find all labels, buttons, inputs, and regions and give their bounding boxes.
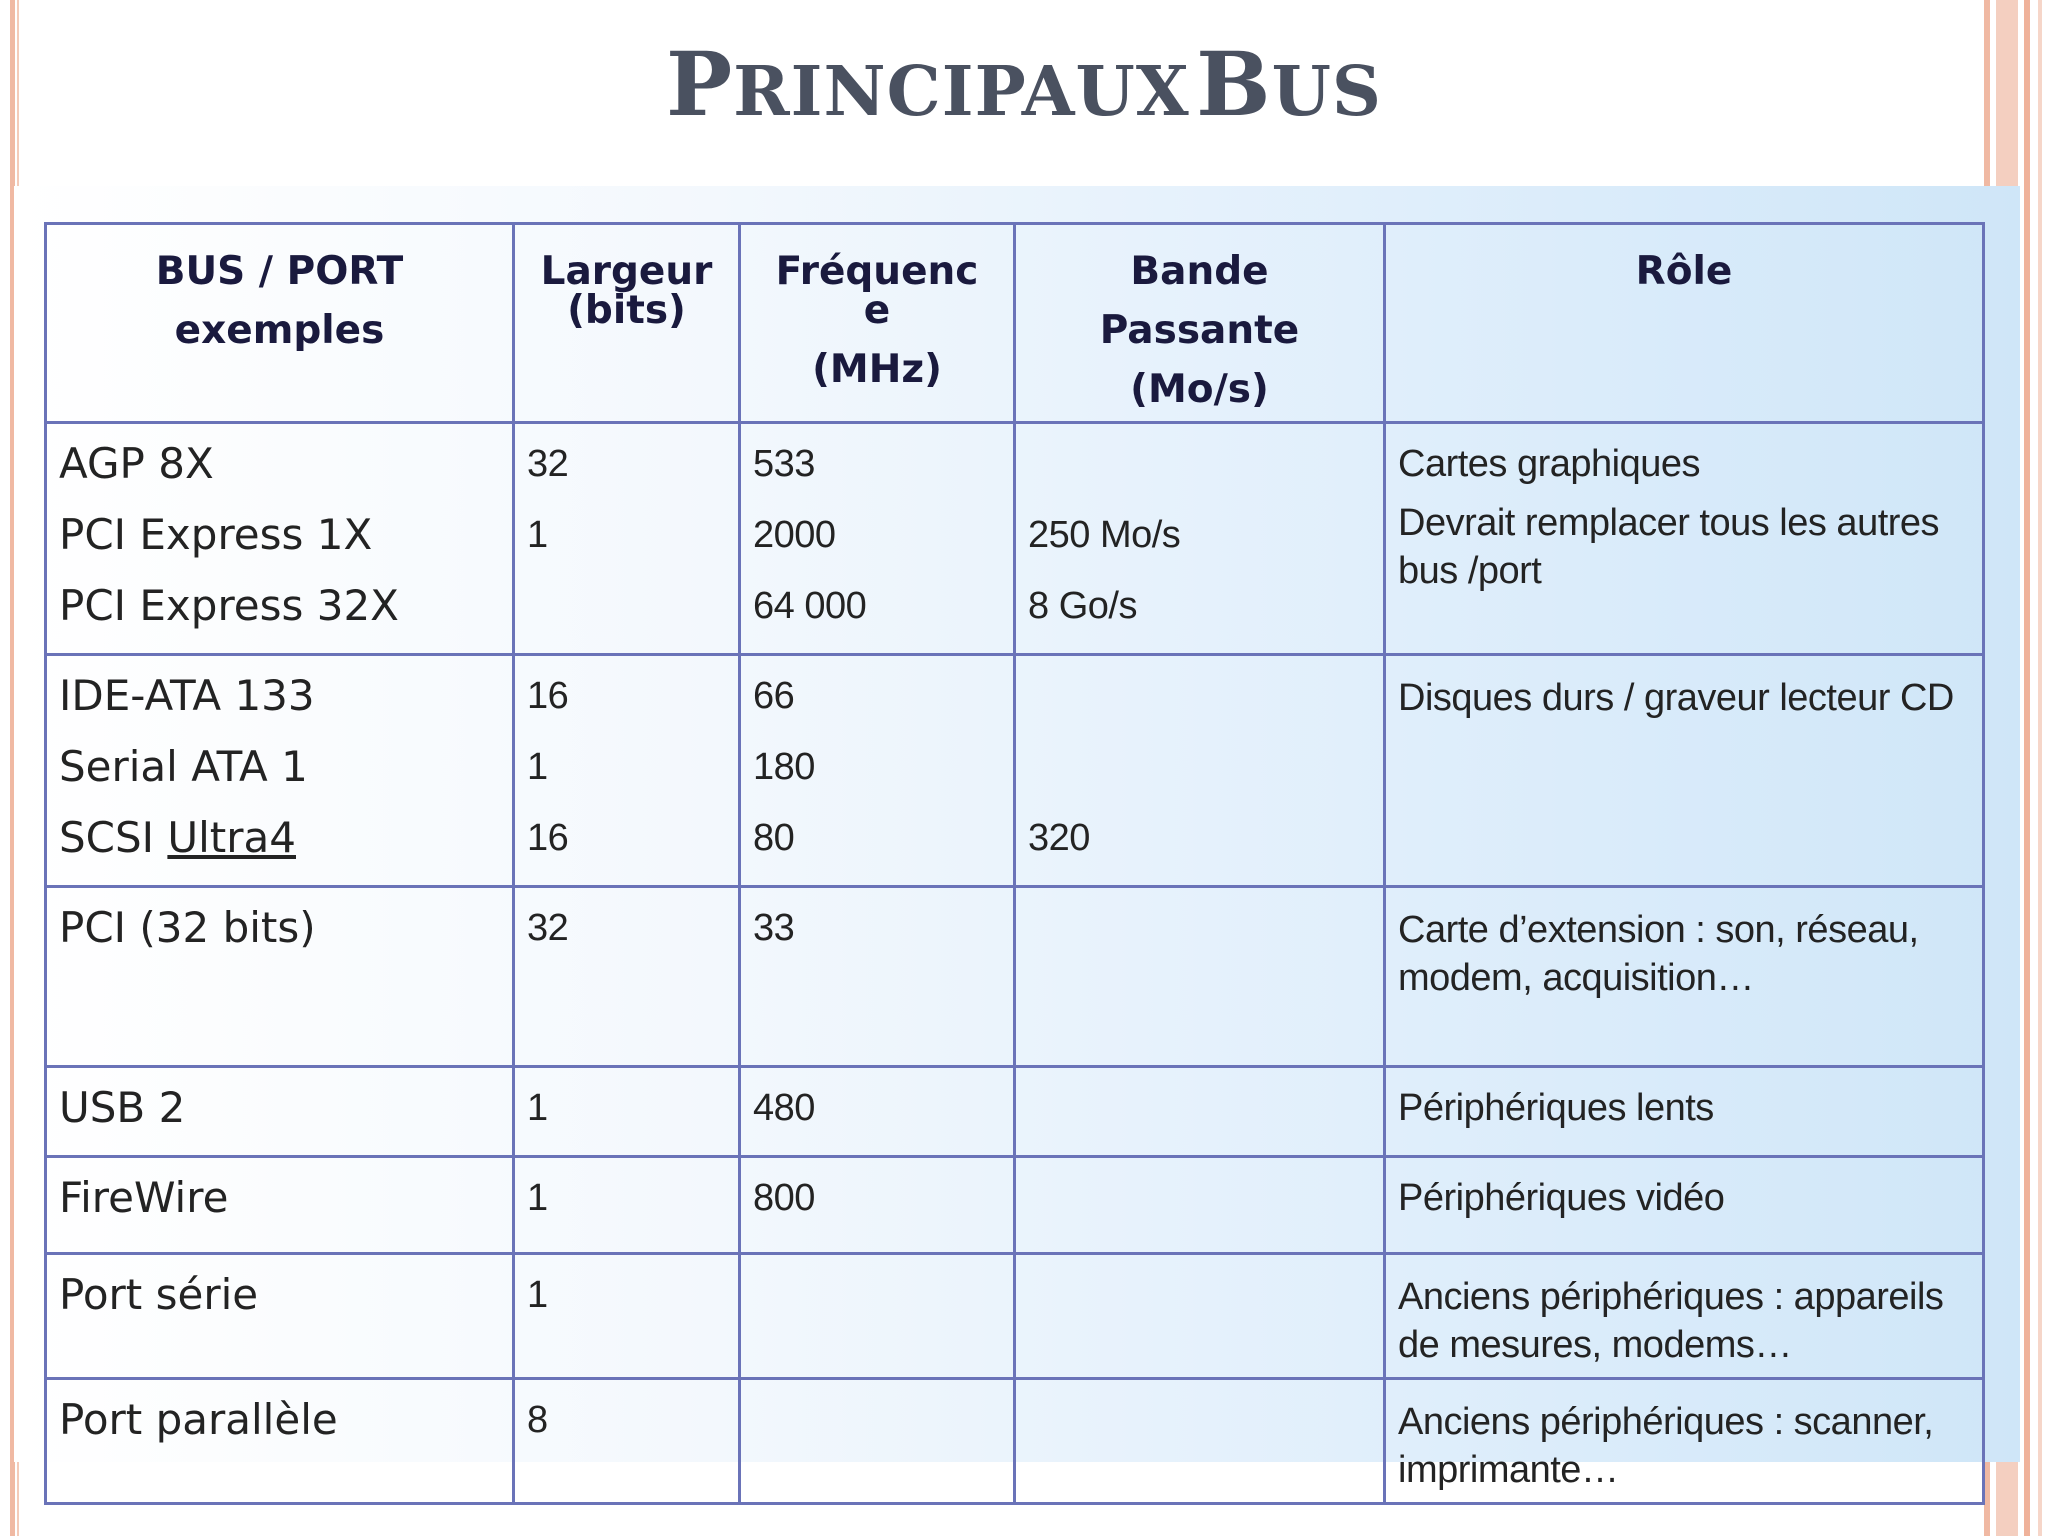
header-bande-line1: Bande [1130, 249, 1269, 294]
table-row-port-parallele [46, 1379, 1984, 1504]
cell-bus-names [46, 1157, 514, 1254]
header-bande-passante [1015, 224, 1385, 423]
cell-role [1385, 887, 1984, 1067]
header-role: Rôle [1385, 224, 1984, 423]
cell-bus-names [46, 423, 514, 655]
frequence-value: 80 [753, 817, 795, 860]
cell-bande-passante [1015, 887, 1385, 1067]
bande-value [1028, 1076, 1371, 1147]
title-initial-1: P [666, 32, 734, 136]
role-text: Périphériques vidéo [1398, 1177, 1725, 1220]
role-text: Devrait remplacer tous les autres bus /port [1398, 502, 1940, 593]
cell-bus-names [46, 887, 514, 1067]
largeur-value: 16 [527, 817, 569, 860]
role-text: Carte d’extension : son, réseau, modem, acquisition… [1398, 909, 1919, 1000]
cell-role [1385, 423, 1984, 655]
cell-bande-passante [1015, 1379, 1385, 1504]
role-text: Disques durs / graveur lecteur CD [1398, 677, 1954, 720]
cell-bande-passante [1015, 423, 1385, 655]
cell-largeur [514, 423, 740, 655]
largeur-value: 1 [527, 514, 548, 557]
cell-bus-names [46, 1067, 514, 1157]
cell-largeur [514, 1379, 740, 1504]
header-frequence [740, 224, 1015, 423]
bande-value: 320 [1028, 817, 1090, 860]
cell-frequence [740, 423, 1015, 655]
frequence-value: 66 [753, 675, 795, 718]
bande-value: 8 Go/s [1028, 585, 1137, 628]
header-bus-port-line2: exemples [174, 307, 385, 353]
frequence-value: 33 [753, 907, 795, 950]
bus-table [44, 222, 1985, 1505]
bus-name: Port série [59, 1270, 259, 1320]
bus-name: USB 2 [59, 1083, 186, 1133]
bus-name: PCI Express 1X [59, 510, 373, 560]
header-bus-port [46, 224, 514, 423]
bus-name: PCI (32 bits) [59, 903, 316, 953]
bande-value: 250 Mo/s [1028, 514, 1181, 557]
header-bande-line2: Passante [1099, 307, 1300, 353]
bande-value [1028, 1388, 1371, 1459]
bus-name: AGP 8X [59, 439, 214, 489]
frequence-value: 800 [753, 1177, 815, 1220]
header-bus-port-line1: BUS / PORT [155, 249, 404, 294]
bande-value [1028, 1166, 1371, 1237]
largeur-value: 32 [527, 443, 569, 486]
slide-border-right-accent [2024, 0, 2030, 1536]
header-frequence-line2: e [863, 287, 891, 333]
cell-bande-passante [1015, 1254, 1385, 1379]
bus-name [59, 806, 500, 877]
role-text: Anciens périphériques : scanner, imprimante… [1398, 1401, 1934, 1492]
frequence-value: 64 000 [753, 585, 867, 628]
bus-name-scsi: SCSI Ultra4 [59, 813, 296, 863]
frequence-value: 2000 [753, 514, 836, 557]
cell-role [1385, 1067, 1984, 1157]
bande-value [1028, 896, 1371, 967]
bus-name: PCI Express 32X [59, 581, 399, 631]
cell-bus-names [46, 1254, 514, 1379]
bus-name: Port parallèle [59, 1395, 338, 1445]
role-text: Anciens périphériques : appareils de mesures, modems… [1398, 1276, 1944, 1367]
largeur-value: 1 [527, 746, 548, 789]
cell-frequence [740, 655, 1015, 887]
role-text: Cartes graphiques [1398, 443, 1701, 486]
page-title [0, 32, 2048, 136]
cell-frequence [740, 1157, 1015, 1254]
table-row-graphics [46, 423, 1984, 655]
cell-bus-names [46, 1379, 514, 1504]
cell-frequence [740, 1379, 1015, 1504]
bande-value [1028, 1263, 1371, 1334]
cell-largeur [514, 887, 740, 1067]
frequence-value [753, 1263, 1001, 1334]
frequence-value [753, 1388, 1001, 1459]
role-text: Périphériques lents [1398, 1087, 1714, 1130]
cell-bus-names [46, 655, 514, 887]
largeur-value: 1 [527, 1177, 548, 1220]
header-frequence-line3: (MHz) [812, 346, 942, 392]
header-frequence-line1: Fréquenc [775, 249, 979, 294]
cell-largeur [514, 1067, 740, 1157]
frequence-value: 533 [753, 443, 815, 486]
bus-name: FireWire [59, 1173, 229, 1223]
header-largeur-line1: Largeur [540, 249, 713, 294]
cell-role [1385, 1379, 1984, 1504]
bande-value [1028, 735, 1371, 806]
cell-role [1385, 655, 1984, 887]
cell-bande-passante [1015, 1157, 1385, 1254]
largeur-value: 1 [527, 1087, 548, 1130]
largeur-value [527, 574, 726, 645]
table-row-pci [46, 887, 1984, 1067]
header-bande-line3: (Mo/s) [1130, 366, 1269, 412]
table-row-storage [46, 655, 1984, 887]
bus-name: IDE-ATA 133 [59, 671, 315, 721]
table-row-firewire [46, 1157, 1984, 1254]
cell-frequence [740, 887, 1015, 1067]
table-row-usb [46, 1067, 1984, 1157]
largeur-value: 1 [527, 1274, 548, 1317]
title-initial-2: B [1196, 32, 1272, 136]
largeur-value: 32 [527, 907, 569, 950]
cell-largeur [514, 1157, 740, 1254]
cell-bande-passante [1015, 1067, 1385, 1157]
cell-bande-passante [1015, 655, 1385, 887]
header-largeur [514, 224, 740, 423]
cell-largeur [514, 1254, 740, 1379]
cell-largeur [514, 655, 740, 887]
scsi-ultra4-underlined: Ultra4 [167, 813, 296, 863]
table-row-port-serie [46, 1254, 1984, 1379]
header-largeur-line2: (bits) [567, 287, 686, 333]
cell-frequence [740, 1254, 1015, 1379]
cell-frequence [740, 1067, 1015, 1157]
frequence-value: 480 [753, 1087, 815, 1130]
cell-role [1385, 1157, 1984, 1254]
slide-border-right-outer [2038, 0, 2042, 1536]
bus-name: Serial ATA 1 [59, 742, 308, 792]
frequence-value: 180 [753, 746, 815, 789]
largeur-value: 8 [527, 1399, 548, 1442]
header-row [46, 224, 1984, 423]
bande-value [1028, 432, 1371, 503]
title-word-2: US [1271, 52, 1382, 132]
cell-role [1385, 1254, 1984, 1379]
largeur-value: 16 [527, 675, 569, 718]
title-word-1: RINCIPAUX [733, 52, 1190, 132]
bande-value [1028, 664, 1371, 735]
